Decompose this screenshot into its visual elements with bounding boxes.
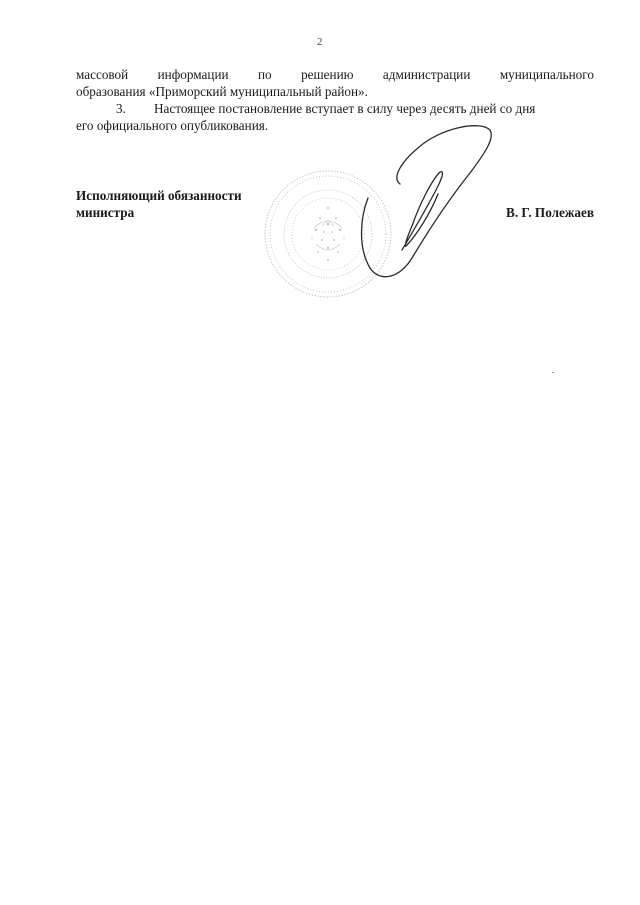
list-item-text: Настоящее постановление вступает в силу через десять дней со дня [154,101,536,116]
page-number: 2 [317,36,323,48]
paragraph-continuation [76,66,594,100]
paragraph-word: массовой [76,67,129,82]
scan-artifact [552,372,554,373]
paragraph-line: образования «Приморский муниципальный район». [76,84,368,99]
paragraph-word: по [257,67,272,82]
list-item-number: 3. [116,101,126,116]
signatory-position-line: министра [76,205,135,220]
list-item-line [76,100,594,117]
paragraph-word: администрации [382,67,471,82]
signatory-position [76,187,242,221]
list-item-continuation: его официального опубликования. [76,118,269,133]
signatory-position-line: Исполняющий обязанности [76,188,242,203]
paragraph-word: муниципального [499,67,594,82]
paragraph-word: решению [301,67,354,82]
paragraph-line [76,66,594,83]
handwritten-signature [340,118,520,288]
paragraph-word: информации [157,67,229,82]
signatory-name: В. Г. Полежаев [506,205,594,220]
